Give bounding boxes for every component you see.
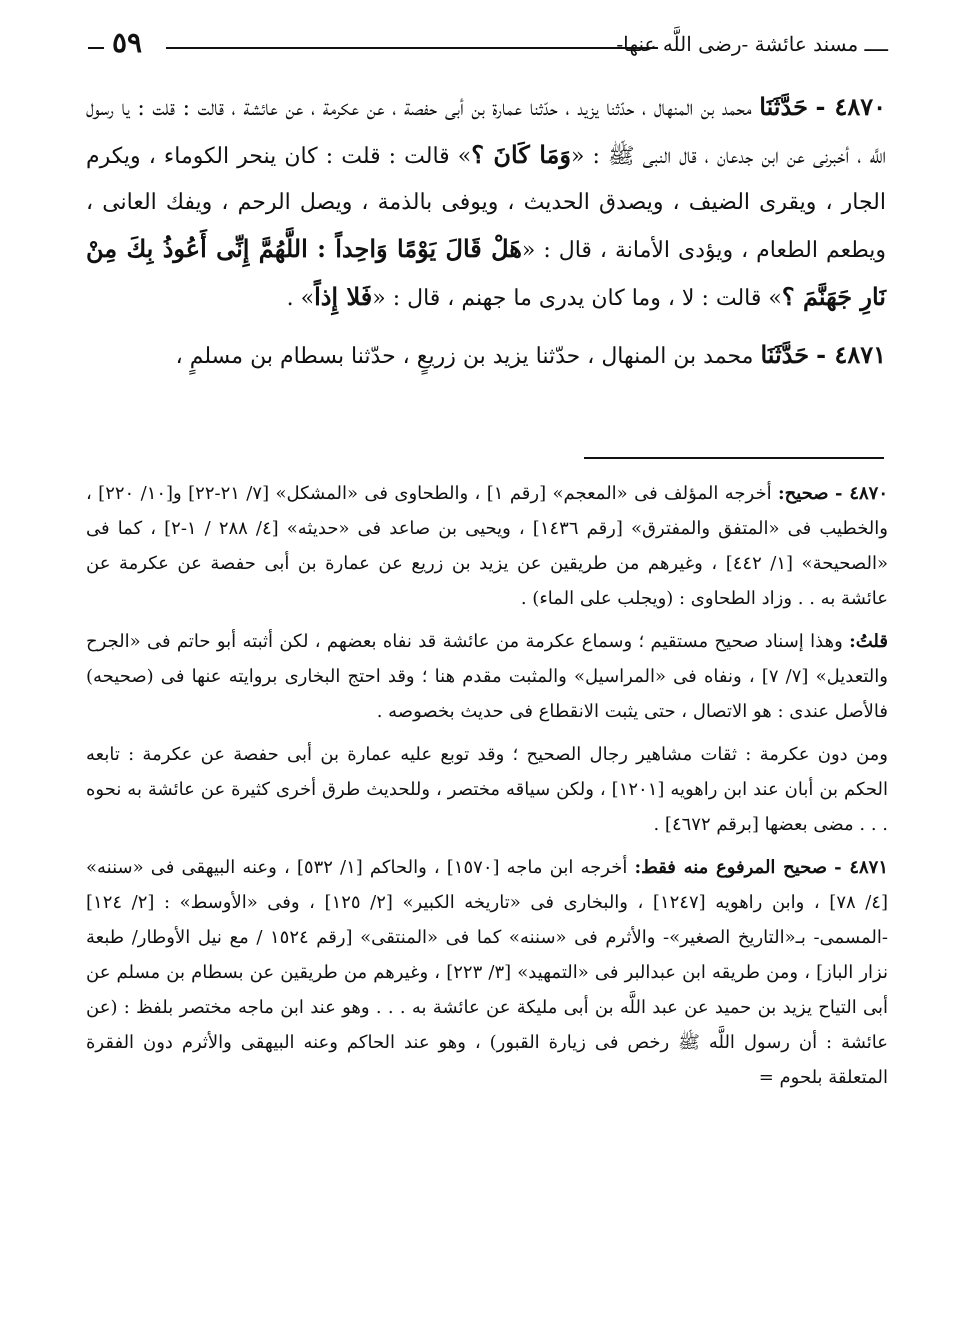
hadith-body: محمد بن المنهال ، حدّثنا يزيد ، حدّثنا عمارة بن أبى حفصة ، عن عكرمة ، عن عائشة ، قالت : قلت : يا رسول اللَّه ، أخبرنى عن ابن جدعان ، قال النبى ﷺ : « [86,96,886,169]
hadith-body: » قالت : لا ، وما كان يدرى ما جهنم ، قال : « [372,286,782,311]
footnote-separator [584,457,884,459]
footnote-number: ٤٨٧٠ - [834,483,888,504]
header-dash [88,47,104,49]
footnote-text: أخرجه المؤلف فى «المعجم» [رقم ١] ، والطحاوى فى «المشكل» [٧/ ٢١-٢٢] و[١٠/ ٢٢٠] ، والخطيب فى «المتفق والمفترق» [رقم ١٤٣٦] ، ويحيى بن صاعد فى «حديثه» [٤/ ٢٨٨ / ١-٢] ، كما فى «الصحيحة» [١/ ٤٤٢] ، وغيرهم من طريقين عن يزيد بن زريع عن عمارة بن أبى حفصة عن عكرمة عن عائشة به . . وزاد الطحاوى : (ويجلب على الماء) . [86,483,889,609]
running-title: ــــ مسند عائشة -رضى اللَّه عنها- [616,32,888,56]
hadith-4870 [86,84,886,322]
footnotes [86,476,888,1103]
hadith-label: حَدَّثَنَا [759,92,808,121]
prophet-quote: هَلْ قَالَ يَوْمًا وَاحِداً : اللَّهُمَّ إِنِّى أَعُوذُ بِكَ مِنْ نَارِ جَهَنَّمَ ؟ [86,234,886,311]
grading-label: صحيح المرفوع منه فقط: [634,857,828,878]
footnote-text: أخرجه ابن ماجه [١٥٧٠] ، والحاكم [١/ ٥٣٢] ، وعنه البيهقى فى «سننه» [٤/ ٧٨] ، وابن راهويه [١٢٤٧] ، والبخارى فى «تاريخه الكبير» [٢/ ١٢٥] ، وفى «الأوسط» : [٢/ ١٢٤] -المسمى- بـ«التاريخ الصغير»- والأثرم فى «سننه» كما فى «المنتقى» [رقم ١٥٢٤ / مع نيل الأوطار/ طبعة نزار الباز] ، ومن طريقه ابن عبدالبر فى «التمهيد» [٣/ ٢٢٣] ، وغيرهم من طريقين عن بسطام بن مسلم عن أبى التياح يزيد بن حميد عن عبد اللَّه بن أبى مليكة عن عائشة به . . . وهو عند ابن ماجه مختصر بلفظ : (عن عائشة : أن رسول اللَّه ﷺ رخص فى زيارة القبور) ، وهو عند الحاكم وعنه البيهقى والأثرم دون الفقرة المتعلقة بلحوم = [86,857,888,1088]
hadith-label: حَدَّثَنَا [760,340,810,369]
hadith-body: » . [286,286,315,311]
footnote-narrators [86,737,888,842]
footnote-4871 [86,850,888,1095]
grading-label: صحيح: [777,483,829,504]
hadith-body: محمد بن المنهال ، حدّثنا يزيد بن زريعٍ ، حدّثنا بسطام بن مسلمٍ ، [175,344,754,369]
page-header [88,22,888,62]
prophet-quote: فَلا إِذاً [314,282,373,311]
header-rule [166,47,658,49]
hadith-text [86,84,886,380]
footnote-text: ومن دون عكرمة : ثقات مشاهير رجال الصحيح ؛ وقد توبع عليه عمارة بن أبى حفصة عن عكرمة : تابعه الحكم بن أبان عند ابن راهويه [١٢٠١] ، ولكن سياقه مختصر ، وللحديث طرق أخرى كثيرة عن عائشة به نحوه . . . مضى بعضها [برقم ٤٦٧٢] . [86,744,888,835]
footnote-4870 [86,476,888,616]
hadith-body: » قالت : قلت : كان ينحر الكوماء ، ويكرم الجار ، ويقرى الضيف ، ويصدق الحديث ، ويوفى بالذمة ، ويصل الرحم ، ويفك العانى ، ويطعم الطعام ، ويؤدى الأمانة ، قال : « [86,144,886,263]
hadith-number: ٤٨٧١ - [816,340,886,369]
prophet-quote: وَمَا كَانَ ؟ [471,140,571,169]
footnote-comment [86,624,888,729]
footnote-text: وهذا إسناد صحيح مستقيم ؛ وسماع عكرمة من عائشة قد نفاه بعضهم ، لكن أثبته أبو حاتم فى «الجرح والتعديل» [٧/ ٧] ، ونفاه فى «المراسيل» والمثبت مقدم هنا ؛ وقد احتج البخارى بروايته عنها فى (صحيحه) فالأصل عندى : هو الاتصال ، حتى يثبت الانقطاع فى حديث بخصوصه . [86,631,888,722]
hadith-number: ٤٨٧٠ - [815,92,886,121]
footnote-number: ٤٨٧١ - [834,857,888,878]
comment-label: قلتُ: [849,631,888,652]
page-number: ٥٩ [112,26,143,59]
hadith-4871 [86,332,886,380]
